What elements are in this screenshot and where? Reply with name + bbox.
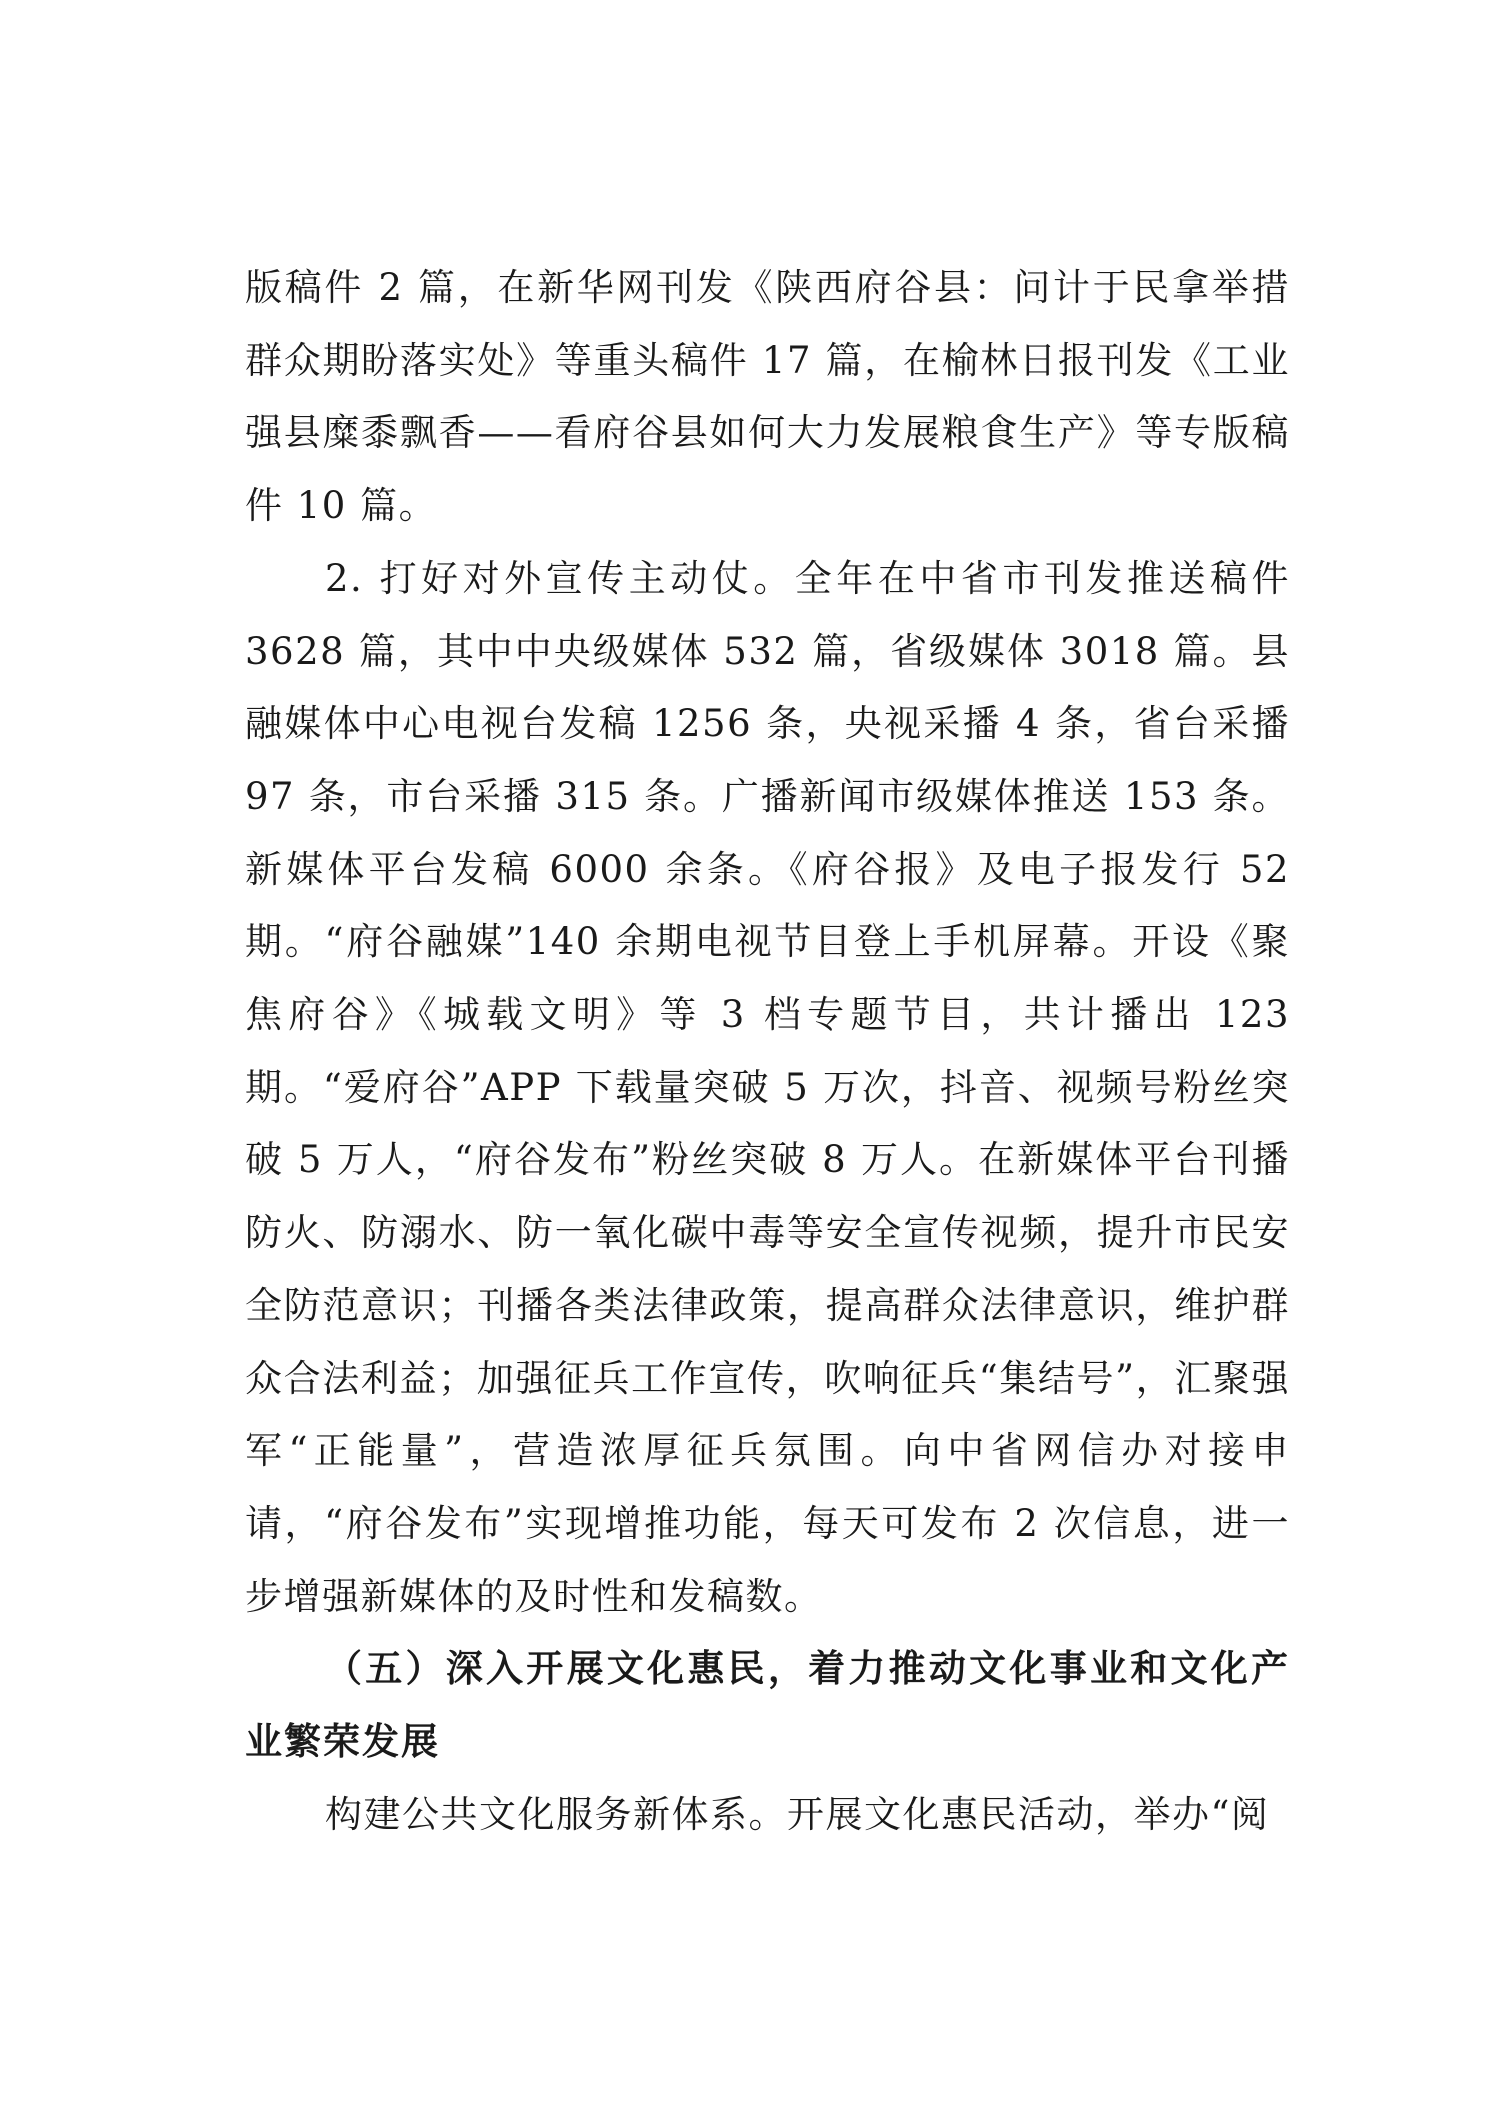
body-paragraph-external-publicity: 2. 打好对外宣传主动仗。全年在中省市刊发推送稿件 3628 篇，其中中央级媒体 532 篇，省级媒体 3018 篇。县融媒体中心电视台发稿 1256 条，央视采播 4 条，省台采播 97 条，市台采播 315 条。广播新闻市级媒体推送 153 条。新媒体平台发稿 6000 余条。《府谷报》及电子报发行 52 期。“府谷融媒”140 余期电视节目登上手机屏幕。开设《聚焦府谷》《城载文明》等 3 档专题节目，共计播出 123 期。“爱府谷”APP 下载量突破 5 万次，抖音、视频号粉丝突破 5 万人，“府谷发布”粉丝突破 8 万人。在新媒体平台刊播防火、防溺水、防一氧化碳中毒等安全宣传视频，提升市民安全防范意识；刊播各类法律政策，提高群众法律意识，维护群众合法利益；加强征兵工作宣传，吹响征兵“集结号”，汇聚强军“正能量”，营造浓厚征兵氛围。向中省网信办对接申请，“府谷发布”实现增推功能，每天可发布 2 次信息，进一步增强新媒体的及时性和发稿数。 <box>245 556 1290 1618</box>
body-paragraph-public-culture: 构建公共文化服务新体系。开展文化惠民活动，举办“阅 <box>325 1792 1270 1836</box>
body-paragraph-continued: 版稿件 2 篇，在新华网刊发《陕西府谷县：问计于民拿举措 群众期盼落实处》等重头稿件 17 篇，在榆林日报刊发《工业强县糜黍飘香——看府谷县如何大力发展粮食生产》等专版稿件 10 篇。 <box>245 266 1290 528</box>
document-body <box>245 252 1290 1851</box>
section-heading: （五）深入开展文化惠民，着力推动文化事业和文化产业繁荣发展 <box>245 1647 1290 1764</box>
